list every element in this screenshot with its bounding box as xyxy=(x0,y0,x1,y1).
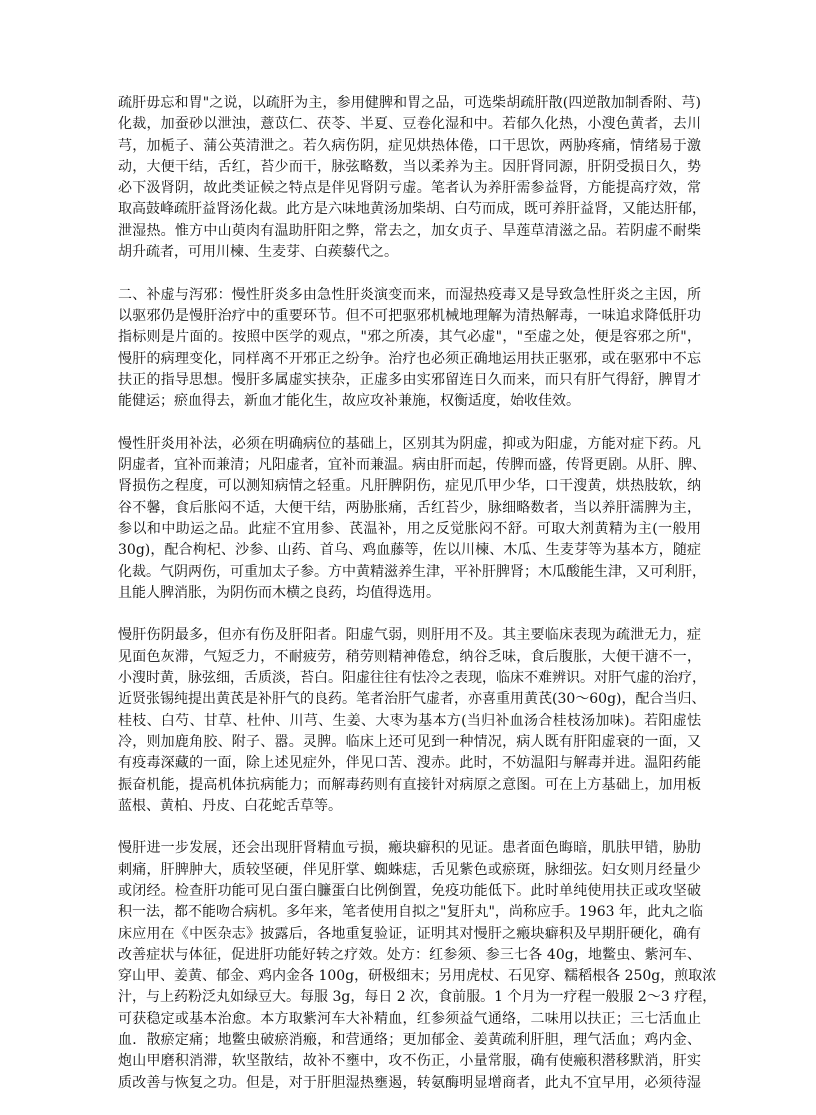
document-body xyxy=(118,93,717,1115)
paragraph xyxy=(118,434,706,604)
text-line: 取高鼓峰疏肝益肾汤化裁。此方是六味地黄汤加柴胡、白芍而成，既可养肝益肾，又能达肝郁， xyxy=(118,201,706,218)
text-line: 可获稳定或基本治愈。本方取紫河车大补精血，红参须益气通络，二味用以扶正；三七活血止 xyxy=(118,1010,701,1027)
text-line: 且能人脾消胀，为阴伤而木横之良药，均值得选用。 xyxy=(118,584,440,601)
text-line: 参以和中助运之品。此症不宜用参、芪温补，用之反觉胀闷不舒。可取大剂黄精为主(一般用 xyxy=(118,520,701,537)
text-line: 桂枝、白芍、甘草、杜仲、川芎、生姜、大枣为基本方(当归补血汤合桂枝汤加味)。若阳虚怯 xyxy=(118,712,701,729)
text-line: 冷，则加鹿角胶、附子、嚣。灵脾。临床上还可见到一种情况，病人既有肝阳虚衰的一面，又 xyxy=(118,733,701,750)
text-line: 床应用在《中医杂志》披露后，各地重复验证，证明其对慢肝之瘢块癖积及早期肝硬化，确有 xyxy=(118,925,701,942)
text-line: 慢性肝炎用补法，必须在明确病位的基础上，区别其为阴虚，抑或为阳虚，方能对症下药。凡 xyxy=(118,435,701,452)
text-line: 或闭经。检查肝功能可见白蛋白臁蛋白比例倒置，免疫功能低下。此时单纯使用扶正或攻坚破 xyxy=(118,882,701,899)
text-line: 慢肝伤阴最多，但亦有伤及肝阳者。阳虚气弱，则肝用不及。其主要临床表现为疏泄无力，症 xyxy=(118,627,701,644)
text-line: 谷不馨，食后胀闷不适，大便干结，两胁胀痛，舌红苔少，脉细略数者，当以养肝濡脾为主， xyxy=(118,499,701,516)
text-line: 扶正的指导思想。慢肝多属虚实挟杂，正虚多由实邪留连日久而来，而只有肝气得舒，脾胃才 xyxy=(118,371,701,388)
text-line: 小溲时黄，脉弦细，舌质淡，苔白。阳虚往往有怯冷之表现，临床不难辨识。对肝气虚的治疗， xyxy=(118,670,706,687)
text-line: 刺痛，肝脾肿大，质较坚硬，伴见肝掌、蜘蛛痣，舌见紫色或瘀斑，脉细弦。妇女则月经量少 xyxy=(118,861,701,878)
text-line: 胡升疏者，可用川楝、生麦芽、白蒺藜代之。 xyxy=(118,244,398,261)
text-line: 化裁，加蚕砂以泄浊，薏苡仁、茯苓、半夏、豆卷化湿和中。若郁久化热，小溲色黄者，去川 xyxy=(118,116,701,133)
paragraph xyxy=(118,625,706,817)
paragraph xyxy=(118,285,701,413)
text-line: 慢肝的病理变化，同样离不开邪正之纷争。治疗也必须正确地运用扶正驱邪，或在驱邪中不忘 xyxy=(118,350,701,367)
text-line: 30g)，配合枸杞、沙参、山药、首乌、鸡血藤等，佐以川楝、木瓜、生麦芽等为基本方，随症 xyxy=(118,542,701,559)
text-line: 动，大便干结，舌红，苔少而干，脉弦略数，当以柔养为主。因肝肾同源，肝阴受损日久，势 xyxy=(118,158,701,175)
text-line: 汁，与上药粉泛丸如绿豆大。每服 3g，每日 2 次，食前服。1 个月为一疗程一般服 2～3 疗程， xyxy=(118,989,717,1006)
text-line: 慢肝进一步发展，还会出现肝肾精血亏损，瘢块癖积的见证。患者面色晦暗，肌肤甲错，胁肋 xyxy=(118,840,701,857)
text-line: 蓝根、黄柏、丹皮、白花蛇舌草等。 xyxy=(118,797,342,814)
text-line: 泄湿热。惟方中山萸肉有温助肝阳之弊，常去之，加女贞子、旱莲草清滋之品。若阴虚不耐柴 xyxy=(118,222,701,239)
text-line: 必下汲肾阴，故此类证候之特点是伴见肾阴亏虚。笔者认为养肝需参益肾，方能提高疗效，常 xyxy=(118,180,701,197)
text-line: 阴虚者，宜补而兼清；凡阳虚者，宜补而兼温。病由肝而起，传脾而盛，传肾更剧。从肝、脾、 xyxy=(118,457,706,474)
text-line: 化裁。气阴两伤，可重加太子参。方中黄精滋养生津，平补肝脾肾；木瓜酸能生津，又可利肝， xyxy=(118,563,706,580)
text-line: 近贤张锡纯提出黄芪是补肝气的良药。笔者治肝气虚者，亦喜重用黄芪(30～60g)，配合当归、 xyxy=(118,691,706,708)
text-line: 改善症状与体征，促进肝功能好转之疗效。处方：红参须、参三七各 40g，地鳖虫、紫河车、 xyxy=(118,946,701,963)
text-line: 芎，加栀子、蒲公英清泄之。若久病伤阴，症见烘热体倦，口干思饮，两胁疼痛，情绪易于激 xyxy=(118,137,701,154)
text-line: 振奋机能，提高机体抗病能力；而解毒药则有直接针对病原之意图。可在上方基础上，加用板 xyxy=(118,776,701,793)
text-line: 质改善与恢复之功。但是，对于肝胆湿热壅遏，转氨酶明显增商者，此丸不宜早用，必须待湿 xyxy=(118,1074,701,1091)
text-line: 见面色灰滞，气短乏力，不耐疲劳，稍劳则精神倦怠，纳谷乏味，食后腹胀，大便干溏不一， xyxy=(118,648,701,665)
text-line: 以驱邪仍是慢肝治疗中的重要环节。但不可把驱邪机械地理解为清热解毒，一味追求降低肝功 xyxy=(118,307,701,324)
text-line: 能健运；瘀血得去，新血才能化生，故应攻补兼施，权衡适度，始收佳效。 xyxy=(118,393,580,410)
text-line: 积一法，都不能吻合病机。多年来，笔者使用自拟之"复肝丸"，尚称应手。1963 年，此丸之临 xyxy=(118,904,703,921)
paragraph xyxy=(118,93,706,263)
text-line: 炮山甲磨积消滞，软坚散结，故补不壅中，攻不伤正，小量常服，确有使瘢积潜移默消，肝实 xyxy=(118,1053,701,1070)
text-line: 有疫毒深藏的一面，除上述见症外，伴见口苦、溲赤。此时，不妨温阳与解毒并进。温阳药能 xyxy=(118,755,701,772)
text-line: 二、补虚与泻邪：慢性肝炎多由急性肝炎演变而来，而湿热疫毒又是导致急性肝炎之主因，所 xyxy=(118,286,701,303)
text-line: 指标则是片面的。按照中医学的观点，"邪之所凑，其气必虚"，"至虚之处，便是容邪之所"， xyxy=(118,329,701,346)
text-line: 疏肝毋忘和胃"之说，以疏肝为主，参用健脾和胃之品，可选柴胡疏肝散(四逆散加制香附、芎) xyxy=(118,95,701,111)
text-line: 肾损伤之程度，可以测知病情之轻重。凡肝脾阴伤，症见爪甲少华，口干溲黄，烘热肢软，纳 xyxy=(118,478,701,495)
text-line: 穿山甲、姜黄、郁金、鸡内金各 100g，研极细末；另用虎杖、石见穿、糯稻根各 250g，煎取浓 xyxy=(118,968,717,985)
text-line: 血．散瘀定痛；地鳖虫破瘀消瘢，和营通络；更加郁金、姜黄疏利肝胆，理气活血；鸡内金、 xyxy=(118,1032,701,1049)
